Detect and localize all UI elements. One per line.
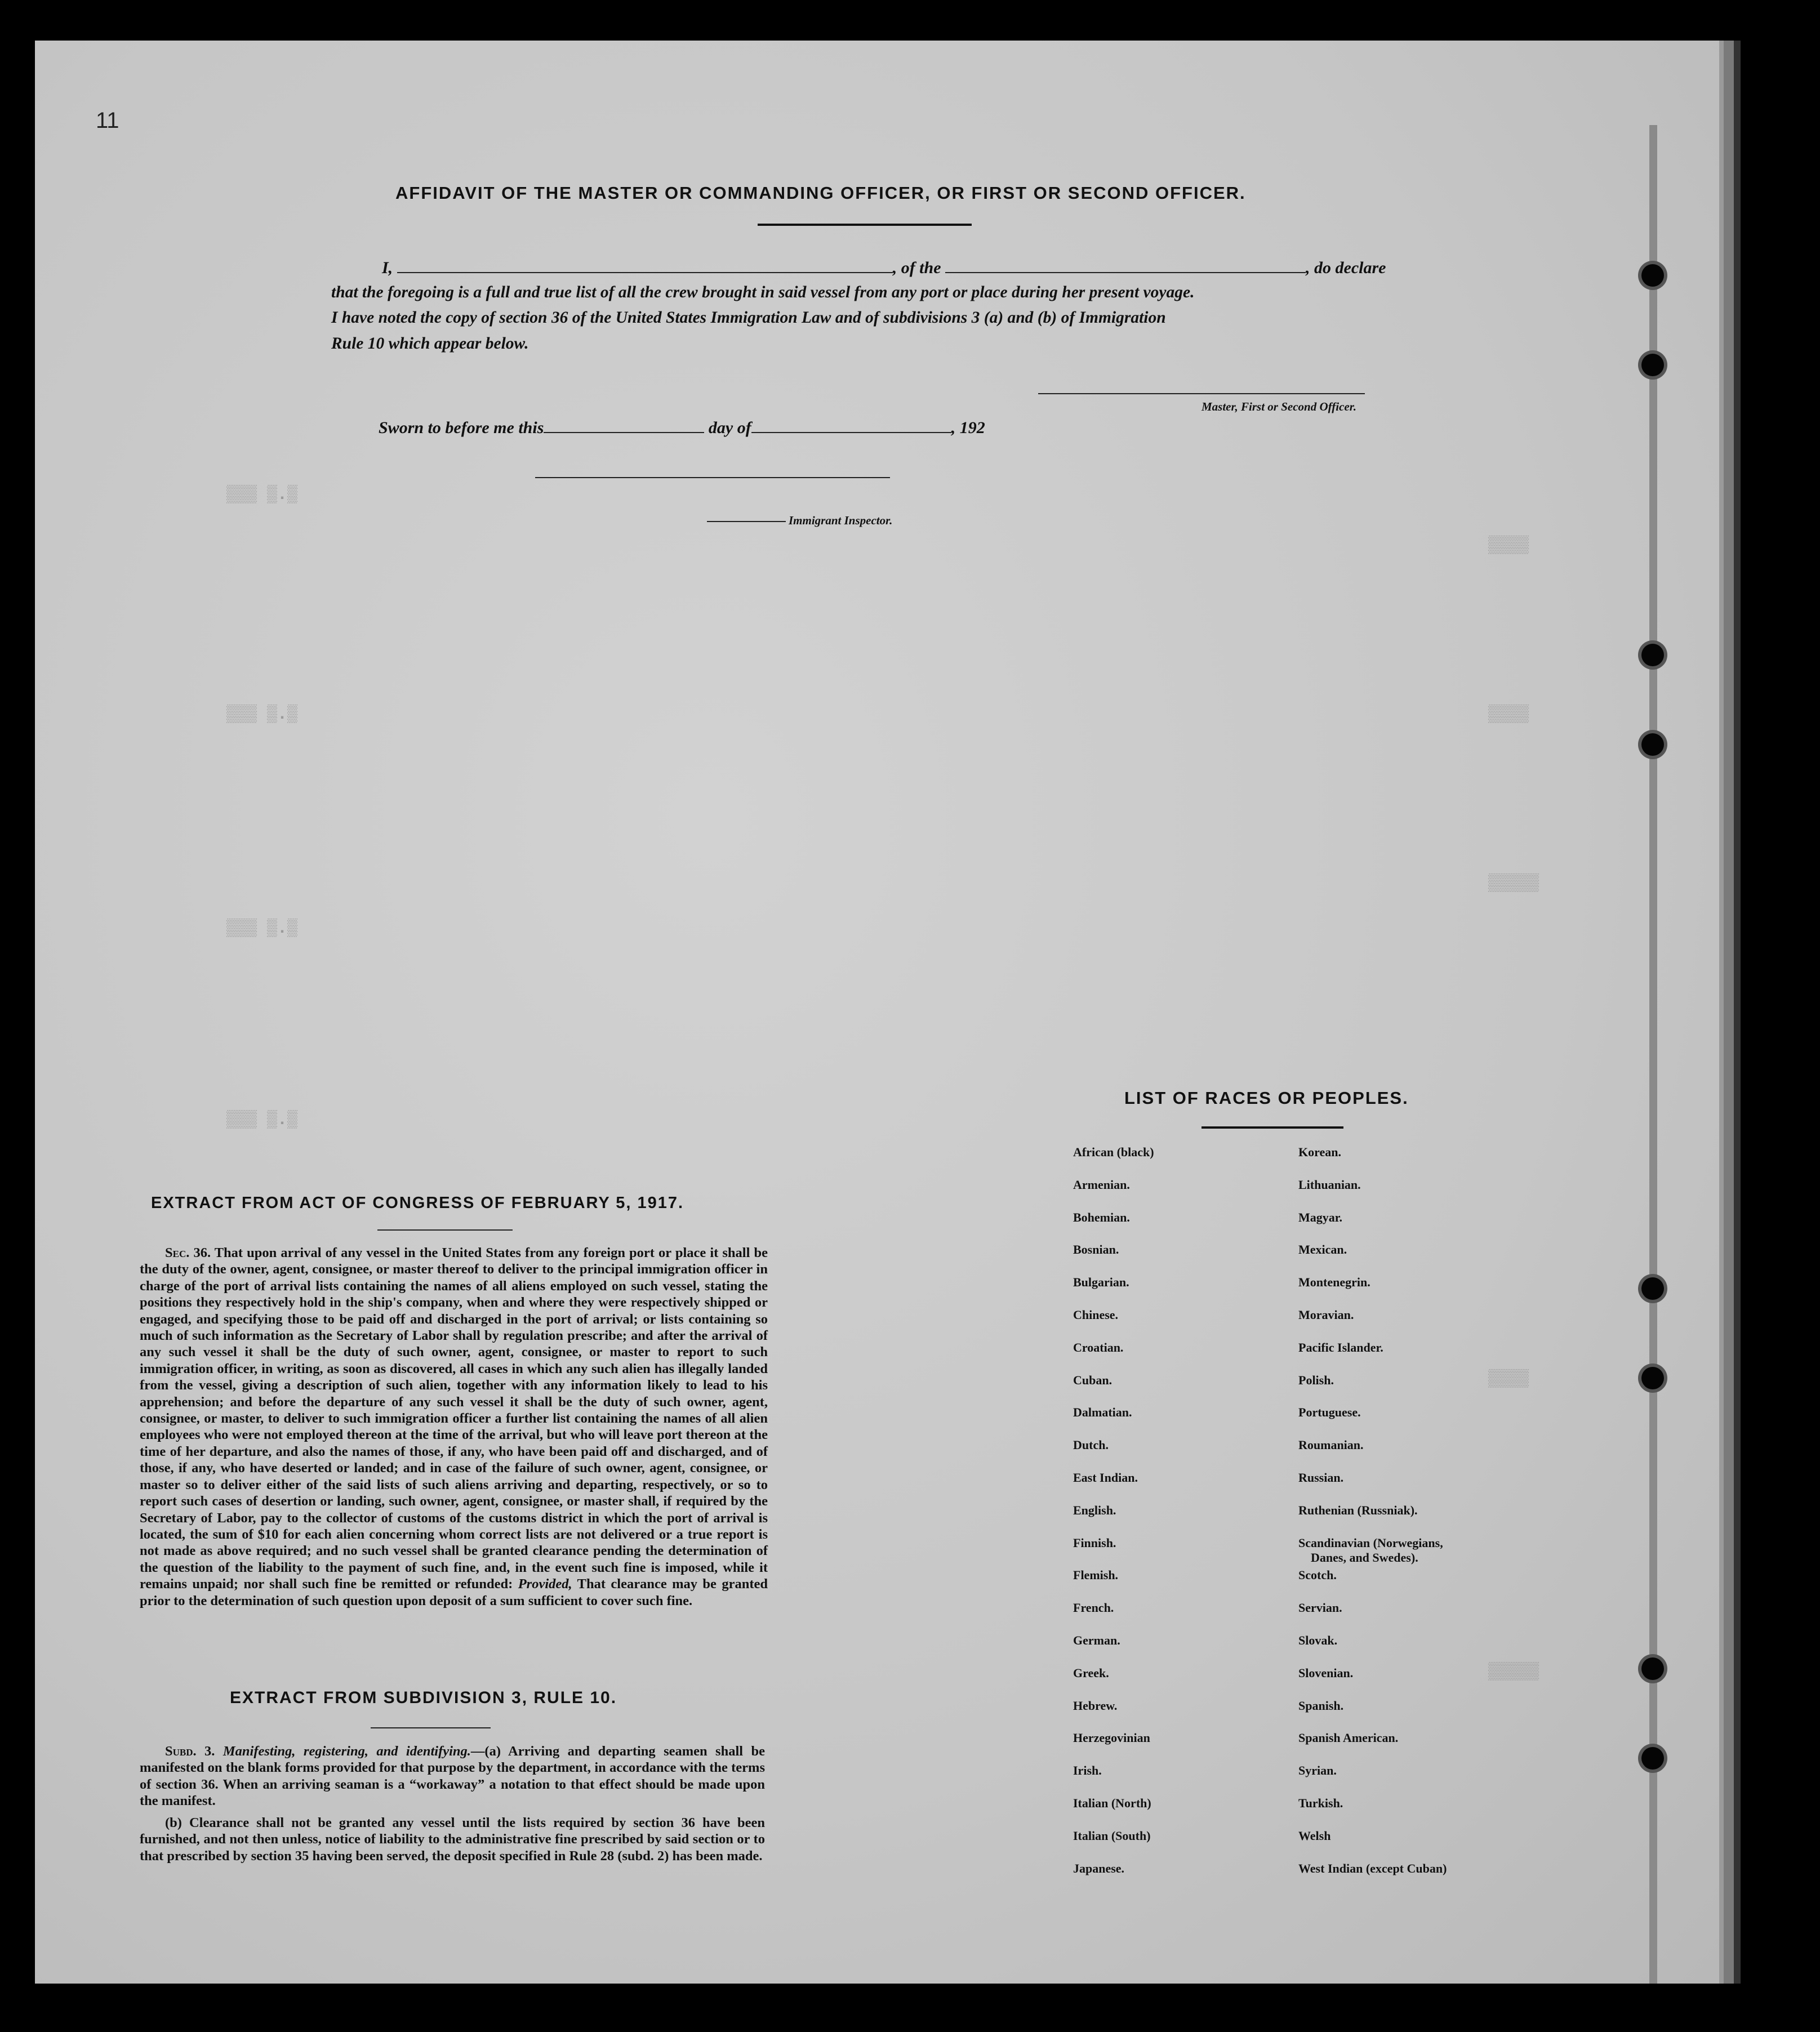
race-entry: Herzegovinian xyxy=(1073,1731,1150,1745)
rule-extract-title: EXTRACT FROM SUBDIVISION 3, RULE 10. xyxy=(230,1688,617,1707)
race-entry: West Indian (except Cuban) xyxy=(1298,1861,1447,1875)
proviso-word: Provided, xyxy=(518,1576,572,1592)
binder-hole xyxy=(1641,354,1664,376)
race-entry: Finnish. xyxy=(1073,1535,1116,1550)
vessel-name-blank xyxy=(945,272,1306,273)
race-entry: Slovenian. xyxy=(1298,1665,1354,1680)
binder-hole xyxy=(1641,1277,1664,1300)
sworn-line xyxy=(379,418,985,438)
races-title-rule xyxy=(1202,1126,1343,1129)
race-entry: Bulgarian. xyxy=(1073,1275,1129,1290)
race-entry: Japanese. xyxy=(1073,1861,1125,1875)
subdivision-b-text xyxy=(140,1815,765,1864)
race-entry: Roumanian. xyxy=(1298,1438,1364,1452)
race-entry-line-2: Danes, and Swedes). xyxy=(1311,1550,1418,1565)
race-entry: Dalmatian. xyxy=(1073,1405,1132,1420)
affidavit-line-2: that the foregoing is a full and true list of all the crew brought in said vessel from any port or place during her present voyage. xyxy=(331,283,1195,301)
race-entry: Flemish. xyxy=(1073,1568,1119,1583)
race-entry: Chinese. xyxy=(1073,1307,1119,1322)
master-signature-label: Master, First or Second Officer. xyxy=(1202,400,1356,413)
proviso-body: That clearance may be granted prior to the determination of such question upon deposit of a sum sufficient to cover such fine. xyxy=(140,1576,768,1608)
race-entry: Syrian. xyxy=(1298,1763,1337,1778)
inspector-signature-line xyxy=(535,477,890,478)
race-entry-line-1: Scandinavian (Norwegians, xyxy=(1298,1535,1443,1550)
race-entry: French. xyxy=(1073,1601,1114,1615)
race-entry: Spanish. xyxy=(1298,1698,1344,1713)
race-entry: German. xyxy=(1073,1633,1120,1647)
race-entry: Armenian. xyxy=(1073,1177,1130,1192)
race-entry: Irish. xyxy=(1073,1763,1102,1778)
race-entry: Portuguese. xyxy=(1298,1405,1361,1420)
bleed-through-text: ▒▒▒ ▒.▒ xyxy=(226,1111,298,1130)
act-extract-title: EXTRACT FROM ACT OF CONGRESS OF FEBRUARY 5, 1917. xyxy=(151,1194,684,1212)
section-label: Sec. 36. xyxy=(165,1245,211,1260)
race-entry: Servian. xyxy=(1298,1601,1342,1615)
margin-handwritten-mark: 11 xyxy=(96,108,119,133)
subd-para-a: —(a) Arriving and departing seamen shall be manifested on the blank forms provided for that purpose by the department, in accordance with the terms of section 36. When an arriving seaman is a “workaway” a notation to that effect should be made upon the manifest. xyxy=(140,1744,765,1809)
race-entry: Dutch. xyxy=(1073,1438,1109,1452)
master-signature-line xyxy=(1038,393,1365,394)
races-right-column xyxy=(1298,1145,1447,1893)
race-entry: Turkish. xyxy=(1298,1795,1343,1810)
race-entry: Pacific Islander. xyxy=(1298,1340,1383,1354)
race-entry: Croatian. xyxy=(1073,1340,1124,1354)
race-entry: Cuban. xyxy=(1073,1373,1113,1387)
sworn-day-blank xyxy=(544,432,704,433)
race-entry: African (black) xyxy=(1073,1145,1154,1159)
bleed-through-text: ▒▒▒ ▒.▒ xyxy=(226,705,298,724)
binder-hole xyxy=(1641,644,1664,666)
race-entry: Italian (South) xyxy=(1073,1828,1151,1843)
race-entry: Lithuanian. xyxy=(1298,1177,1361,1192)
races-left-column xyxy=(1073,1145,1154,1893)
binder-hole xyxy=(1641,1747,1664,1770)
sworn-year: , 192 xyxy=(951,418,985,437)
binder-hole xyxy=(1641,733,1664,756)
affidavit-title: AFFIDAVIT OF THE MASTER OR COMMANDING OFFICER, OR FIRST OR SECOND OFFICER. xyxy=(395,183,1246,203)
sworn-prefix: Sworn to before me this xyxy=(379,418,544,437)
subd-label: Subd. 3. xyxy=(165,1744,215,1759)
race-entry: Scotch. xyxy=(1298,1568,1337,1583)
subdivision-a-text xyxy=(140,1743,765,1810)
race-entry: Welsh xyxy=(1298,1828,1331,1843)
race-entry: Ruthenian (Russniak). xyxy=(1298,1503,1418,1517)
section-36-text xyxy=(140,1245,768,1609)
bleed-through-text: ▒▒▒▒ xyxy=(1488,536,1529,555)
declarant-name-blank xyxy=(397,272,893,273)
race-entry: Bohemian. xyxy=(1073,1210,1130,1224)
bleed-through-text: ▒▒▒▒▒ xyxy=(1488,1663,1539,1682)
binder-hole xyxy=(1641,1657,1664,1680)
sworn-month-blank xyxy=(751,432,951,433)
inspector-short-line xyxy=(707,521,786,522)
subd-para-b: (b) Clearance shall not be granted any vessel until the lists required by section 36 have been furnished, and not then unless, notice of liability to the administrative fine prescribed by said section or to that prescribed by section 35 having been served, the deposit specified in Rule 28 (subd. 2) has been made. xyxy=(140,1815,765,1864)
binder-hole xyxy=(1641,264,1664,287)
rule-extract-rule xyxy=(371,1727,491,1728)
race-entry: Bosnian. xyxy=(1073,1242,1119,1257)
binder-hole xyxy=(1641,1367,1664,1389)
inspector-label: Immigrant Inspector. xyxy=(789,514,893,527)
race-entry: Russian. xyxy=(1298,1470,1344,1485)
section-body: That upon arrival of any vessel in the United States from any foreign port or place it shall be the duty of the owner, agent, consignee, or master thereof to deliver to the principal immigration officer in charge of the port of arrival lists containing the names of all aliens employed on such vessel, stating the positions they respectively hold in the ship's company, when and where they were respectively shipped or engaged, and specifying those to be paid off and discharged in the port of arrival; or lists containing so much of such information as the Secretary of Labor shall by regulation prescribe; and after the arrival of any such vessel it shall be the duty of such owner, agent, consignee, or master to report to such immigration officer, in writing, as soon as discovered, all cases in which any such alien has illegally landed from the vessel, giving a description of such alien, together with any information likely to lead to his apprehension; and before the departure of any such vessel it shall be the duty of such owner, agent, consignee, or master, to deliver to such immigration officer a further list containing the names of all alien employees who were not employed thereon at the time of the arrival, but who will leave port thereon at the time of her departure, and also the names of those, if any, who have been paid off and discharged, and of those, if any, who have deserted or landed; and in case of the failure of such owner, agent, consignee, or master so to deliver either of the said lists of such aliens arriving and departing, respectively, or so to report such cases of desertion or landing, such owner, agent, consignee, or master shall, if required by the Secretary of Labor, pay to the collector of customs of the customs district in which the port of arrival is located, the sum of $10 for each alien concerning whom correct lists are not delivered or a true report is not made as above required; and no such vessel shall be granted clearance pending the determination of the question of the liability to the payment of such fine, and, in the event such fine is imposed, while it remains unpaid; nor shall such fine be remitted or refunded: xyxy=(140,1245,768,1592)
race-entry: East Indian. xyxy=(1073,1470,1138,1485)
vessel-prefix: , of the xyxy=(892,259,941,277)
affidavit-line-3: I have noted the copy of section 36 of the United States Immigration Law and of subdivisions 3 (a) and (b) of Immigration xyxy=(331,309,1166,327)
race-entry: Hebrew. xyxy=(1073,1698,1118,1713)
race-entry xyxy=(1298,1536,1447,1568)
sworn-day-of: day of xyxy=(708,418,751,437)
race-entry: Korean. xyxy=(1298,1145,1341,1159)
race-entry: Polish. xyxy=(1298,1373,1334,1387)
race-entry: Slovak. xyxy=(1298,1633,1338,1647)
declarant-prefix: I, xyxy=(382,259,393,277)
affidavit-line-4: Rule 10 which appear below. xyxy=(331,335,529,353)
page-edge-shadow xyxy=(1649,125,1657,1984)
race-entry: English. xyxy=(1073,1503,1116,1517)
race-entry: Montenegrin. xyxy=(1298,1275,1370,1290)
affidavit-line-1 xyxy=(382,259,1399,278)
declare-text: , do declare xyxy=(1306,259,1386,277)
race-entry: Greek. xyxy=(1073,1665,1109,1680)
bleed-through-text: ▒▒▒ ▒.▒ xyxy=(226,485,298,505)
bleed-through-text: ▒▒▒▒ xyxy=(1488,1370,1529,1389)
act-extract-rule xyxy=(377,1229,513,1231)
race-entry: Magyar. xyxy=(1298,1210,1343,1224)
race-entry: Spanish American. xyxy=(1298,1731,1399,1745)
races-title: LIST OF RACES OR PEOPLES. xyxy=(1124,1088,1409,1108)
bleed-through-text: ▒▒▒ ▒.▒ xyxy=(226,919,298,938)
race-entry: Italian (North) xyxy=(1073,1795,1151,1810)
bleed-through-text: ▒▒▒▒ xyxy=(1488,705,1529,724)
bleed-through-text: ▒▒▒▒▒ xyxy=(1488,874,1539,893)
race-entry: Moravian. xyxy=(1298,1307,1354,1322)
race-entry: Mexican. xyxy=(1298,1242,1347,1257)
affidavit-title-rule xyxy=(758,224,972,226)
subd-heading: Manifesting, registering, and identifying. xyxy=(223,1744,471,1759)
